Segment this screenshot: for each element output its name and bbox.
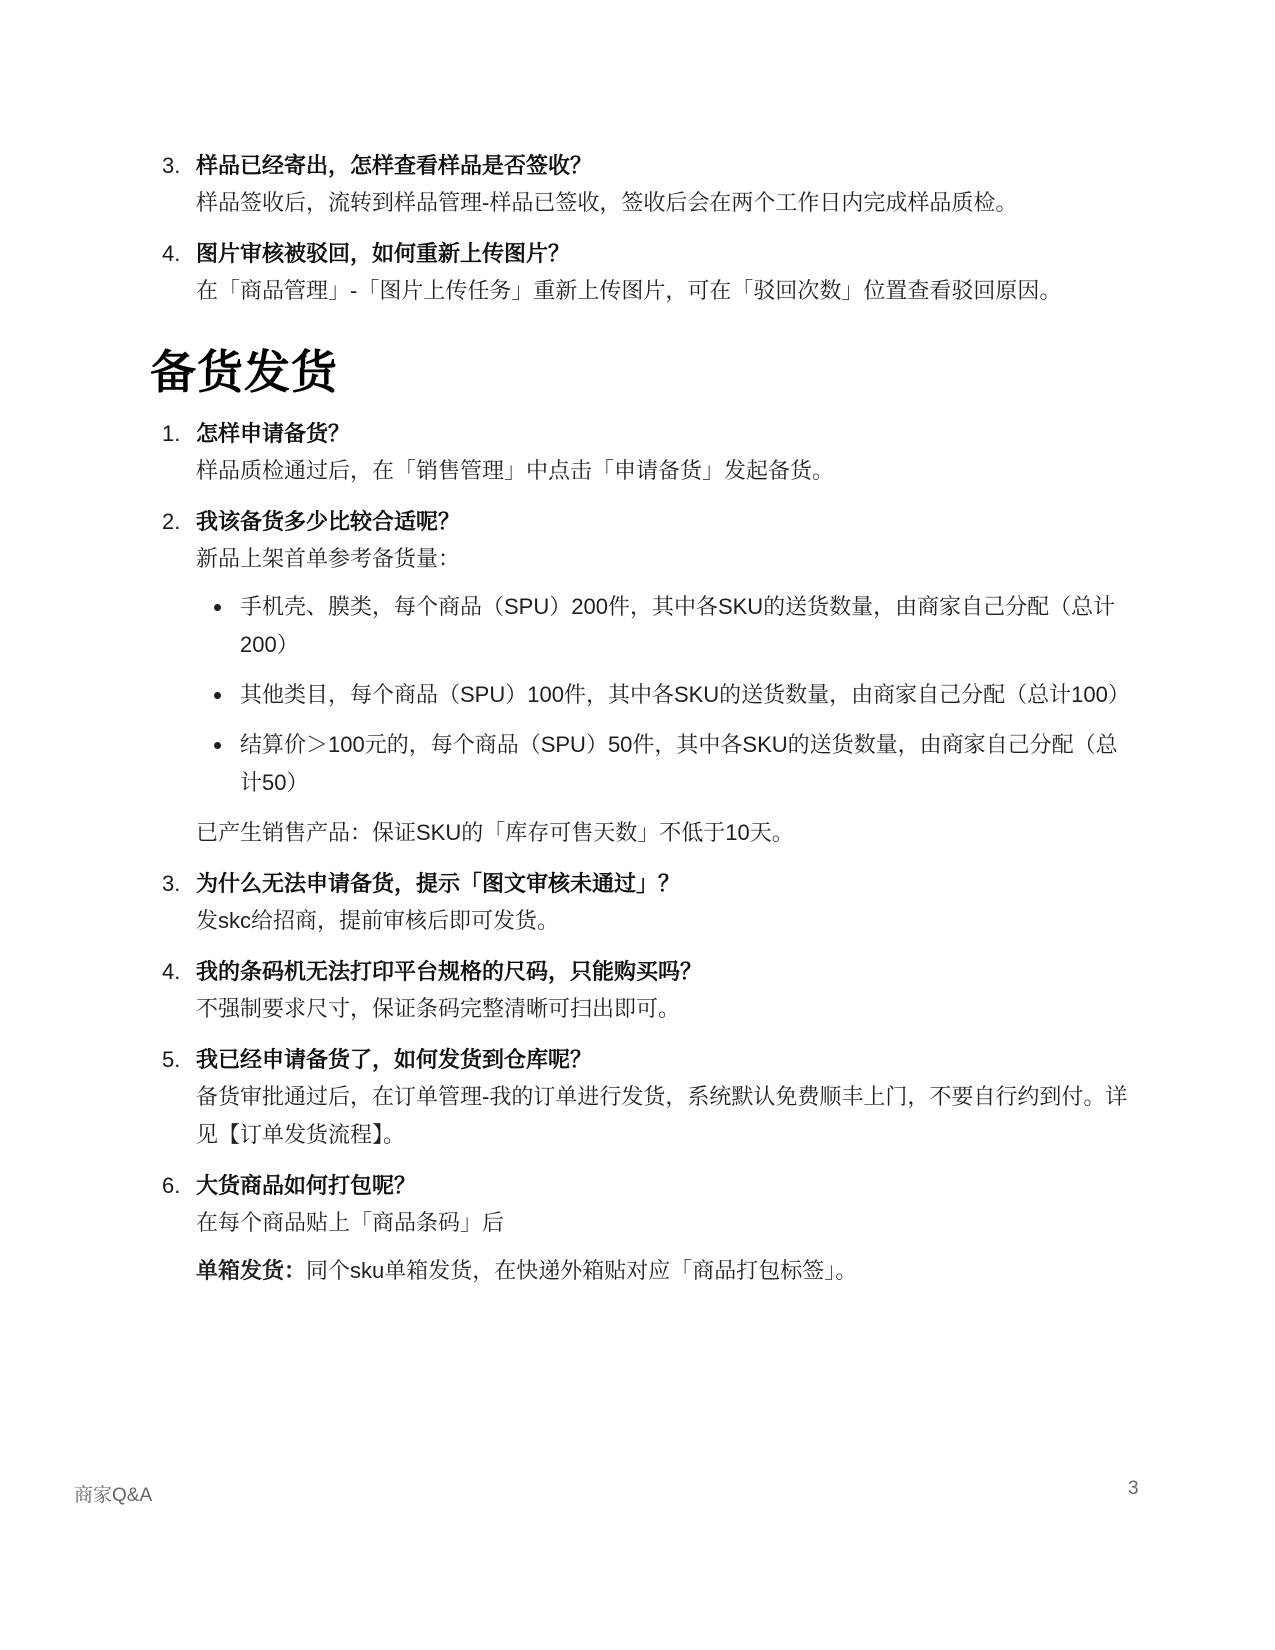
list-item	[150, 866, 1130, 940]
list-item	[150, 236, 1130, 310]
single-box-label: 单箱发货：	[196, 1258, 307, 1283]
bullet-item	[196, 588, 1130, 664]
answer-text: 在每个商品贴上「商品条码」后	[196, 1210, 505, 1235]
answer-outro: 已产生销售产品：保证SKU的「库存可售天数」不低于10天。	[196, 820, 794, 845]
bullet-list	[196, 588, 1130, 802]
list-item	[150, 148, 1130, 222]
answer-text: 在「商品管理」-「图片上传任务」重新上传图片，可在「驳回次数」位置查看驳回原因。	[196, 278, 1062, 303]
question-text: 图片审核被驳回，如何重新上传图片？	[196, 241, 571, 266]
item-number: 4.	[162, 241, 181, 266]
bullet-item	[196, 676, 1130, 714]
single-box-note	[196, 1252, 1130, 1290]
answer-text: 样品签收后，流转到样品管理-样品已签收，签收后会在两个工作日内完成样品质检。	[196, 190, 1018, 215]
bullet-text: 其他类目，每个商品（SPU）100件，其中各SKU的送货数量，由商家自己分配（总计100）	[240, 682, 1130, 707]
list-item	[150, 954, 1130, 1028]
single-box-text: 同个sku单箱发货，在快递外箱贴对应「商品打包标签」。	[306, 1258, 858, 1283]
answer-text: 发skc给招商，提前审核后即可发货。	[196, 908, 560, 933]
question-text: 我的条码机无法打印平台规格的尺码，只能购买吗？	[196, 959, 703, 984]
answer-text: 备货审批通过后，在订单管理-我的订单进行发货，系统默认免费顺丰上门，不要自行约到付。详见【订单发货流程】。	[196, 1084, 1128, 1147]
faq-list	[150, 416, 1130, 1290]
bullet-text: 结算价＞100元的，每个商品（SPU）50件，其中各SKU的送货数量，由商家自己分配（总计50）	[240, 732, 1118, 795]
question-text: 样品已经寄出，怎样查看样品是否签收？	[196, 153, 593, 178]
item-number: 1.	[162, 421, 181, 446]
item-number: 2.	[162, 509, 181, 534]
question-text: 为什么无法申请备货，提示「图文审核未通过」？	[196, 871, 681, 896]
answer-text: 不强制要求尺寸，保证条码完整清晰可扫出即可。	[196, 996, 681, 1021]
question-text: 大货商品如何打包呢？	[196, 1173, 417, 1198]
footer-title: 商家Q&A	[74, 1485, 153, 1506]
item-number: 4.	[162, 959, 181, 984]
section-heading: 备货发货	[150, 346, 338, 398]
bullet-item	[196, 726, 1130, 802]
item-number: 3.	[162, 871, 181, 896]
answer-text: 样品质检通过后，在「销售管理」中点击「申请备货」发起备货。	[196, 458, 835, 483]
list-item	[150, 1042, 1130, 1154]
page-number: 3	[1128, 1478, 1139, 1499]
question-text: 怎样申请备货？	[196, 421, 351, 446]
item-number: 6.	[162, 1173, 181, 1198]
bullet-dot-icon	[214, 604, 221, 611]
question-text: 我该备货多少比较合适呢？	[196, 509, 461, 534]
faq-list-top	[150, 148, 1130, 310]
bullet-text: 手机壳、膜类，每个商品（SPU）200件，其中各SKU的送货数量，由商家自己分配（总计200）	[240, 594, 1116, 657]
bullet-dot-icon	[214, 692, 221, 699]
list-item	[150, 1168, 1130, 1290]
page-content	[150, 148, 1130, 1304]
item-number: 3.	[162, 153, 181, 178]
list-item	[150, 416, 1130, 490]
bullet-dot-icon	[214, 742, 221, 749]
item-number: 5.	[162, 1047, 181, 1072]
answer-intro: 新品上架首单参考备货量：	[196, 546, 461, 571]
list-item	[150, 504, 1130, 852]
question-text: 我已经申请备货了，如何发货到仓库呢？	[196, 1047, 593, 1072]
